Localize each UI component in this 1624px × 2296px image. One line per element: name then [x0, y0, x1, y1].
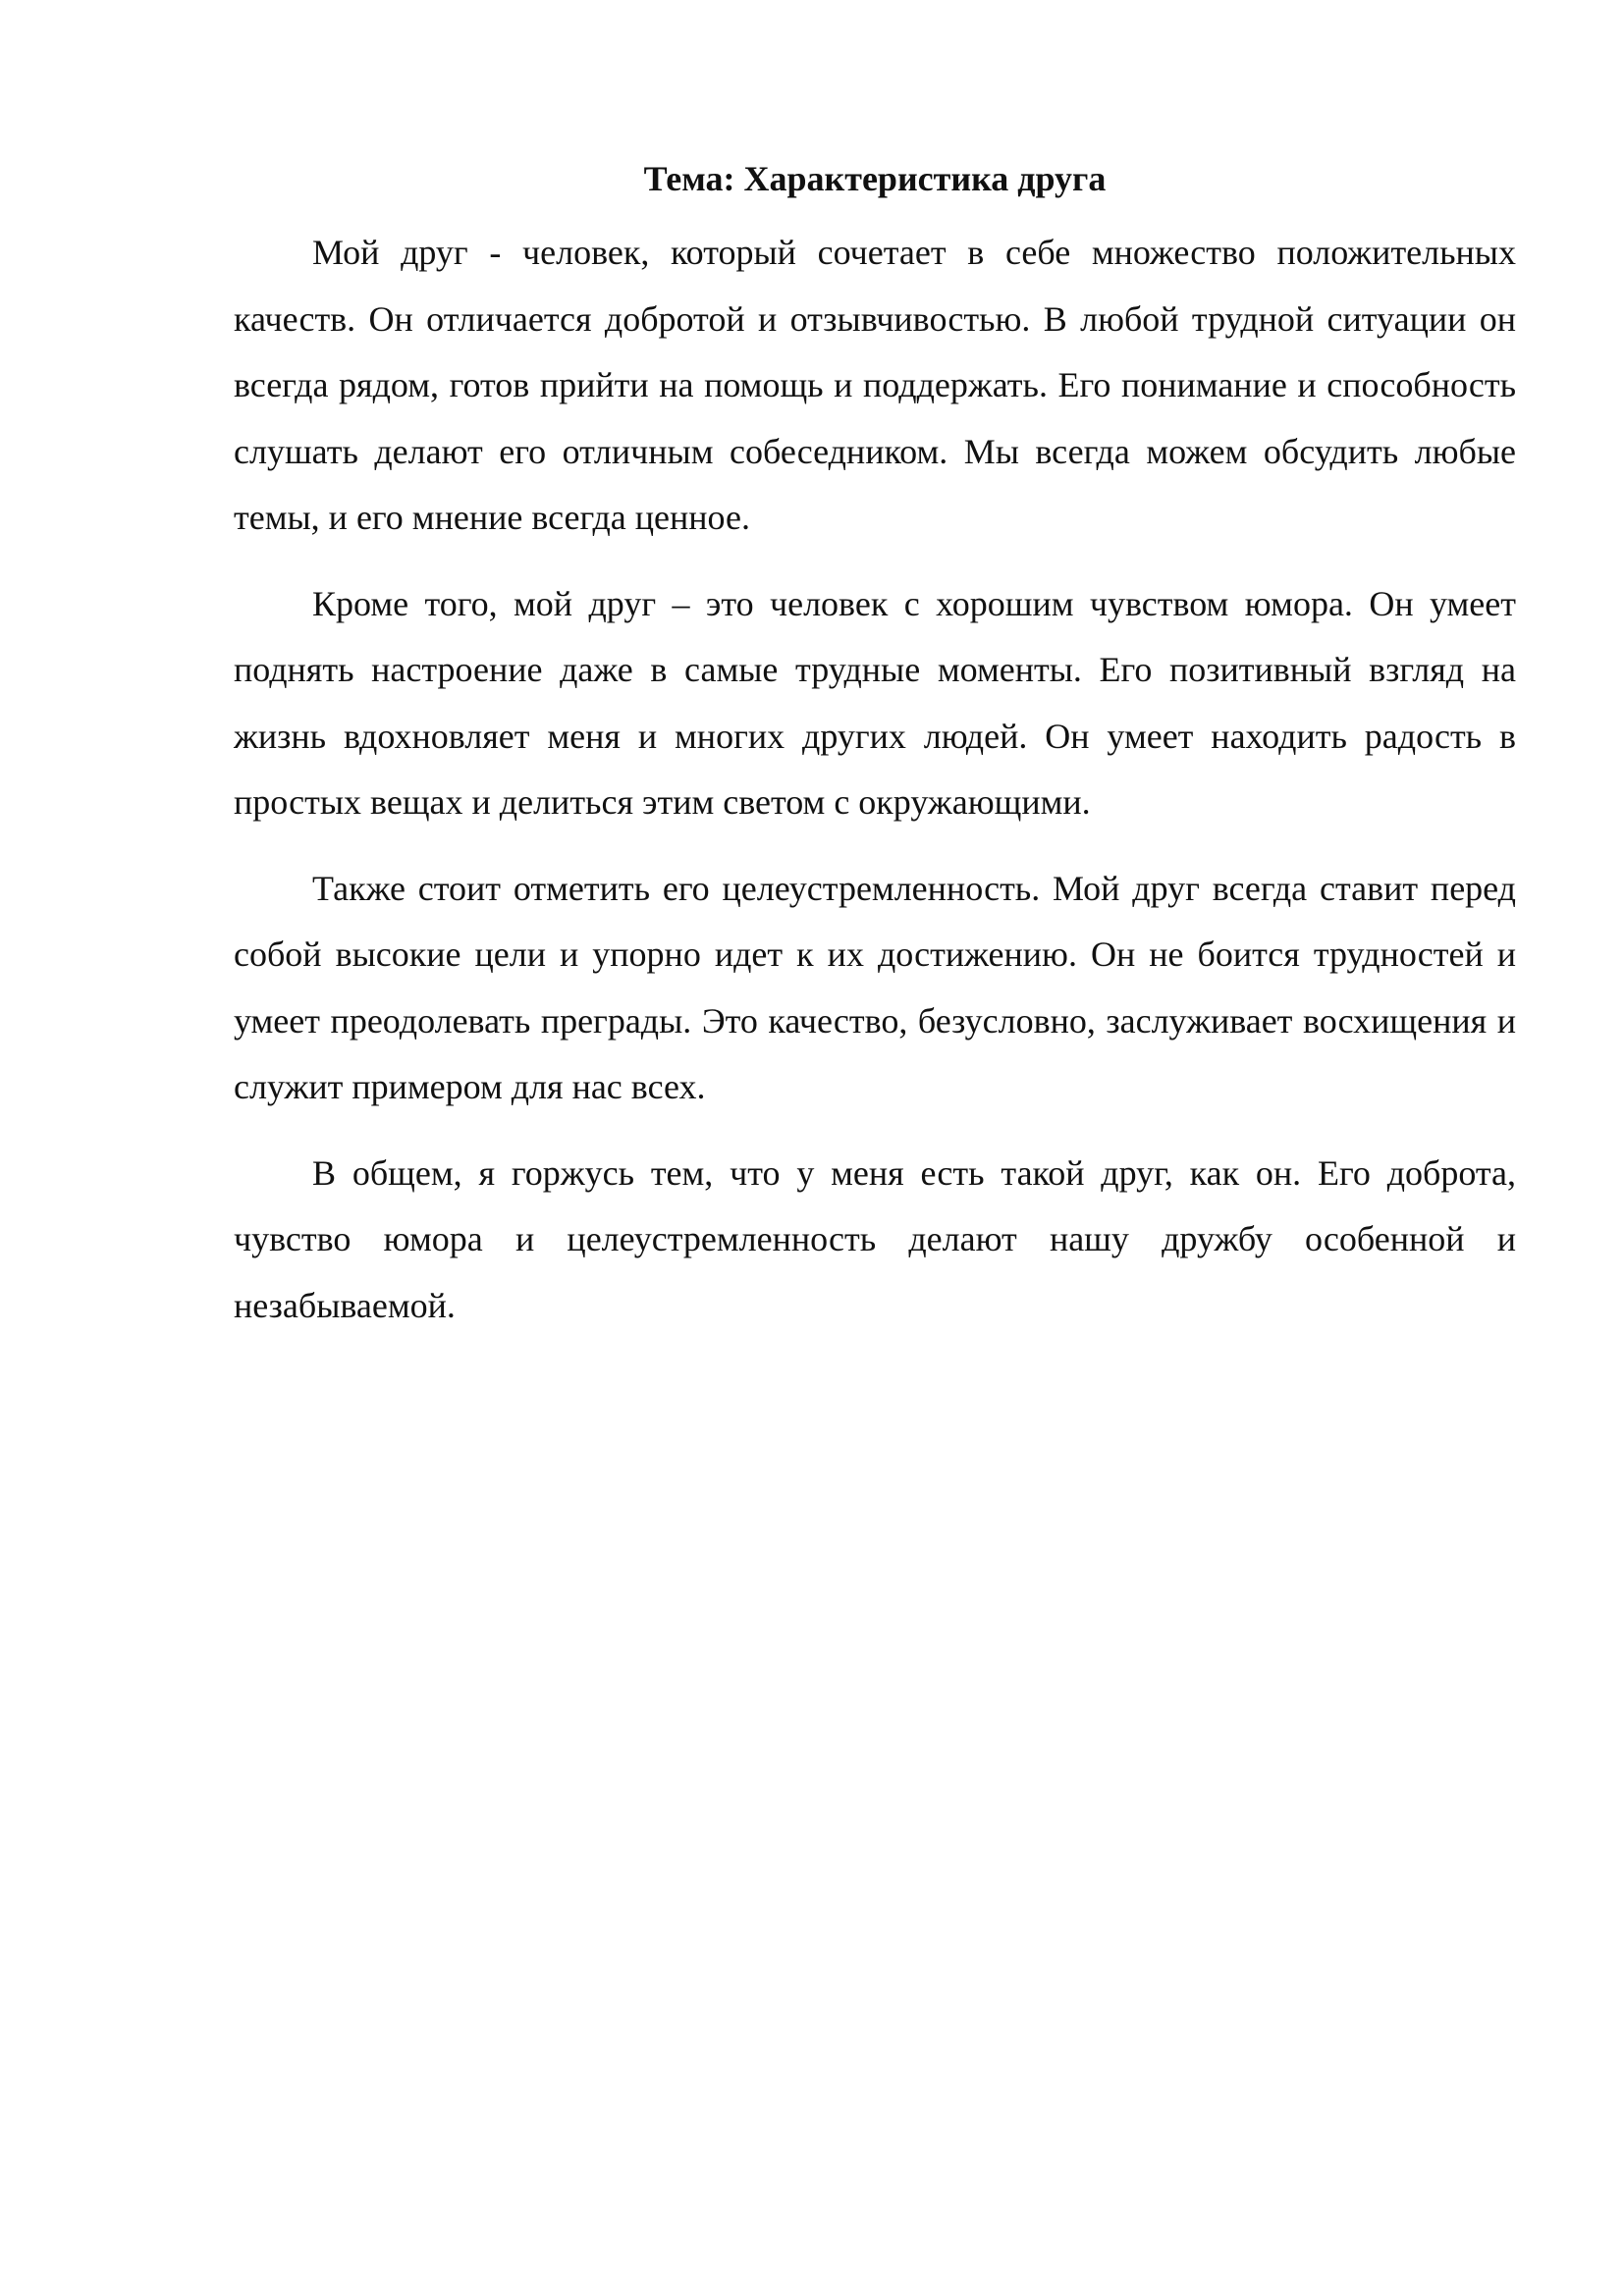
paragraph-2: Кроме того, мой друг – это человек с хорошим чувством юмора. Он умеет поднять настроение даже в самые трудные моменты. Его позитивный взгляд на жизнь вдохновляет меня и многих других людей. Он умеет находить радость в простых вещах и делиться этим светом с окружающими. — [234, 583, 1516, 822]
paragraph-1: Мой друг - человек, который сочетает в себе множество положительных качеств. Он отличается добротой и отзывчивостью. В любой трудной ситуации он всегда рядом, готов прийти на помощь и поддержать. Его понимание и способность слушать делают его отличным собеседником. Мы всегда можем обсудить любые темы, и его мнение всегда ценное. — [234, 233, 1516, 537]
paragraph-3: Также стоит отметить его целеустремленность. Мой друг всегда ставит перед собой высокие цели и упорно идет к их достижению. Он не боится трудностей и умеет преодолевать преграды. Это качество, безусловно, заслуживает восхищения и служит примером для нас всех. — [234, 868, 1516, 1106]
document-title: Тема: Характеристика друга — [643, 159, 1107, 198]
document-body — [234, 151, 1516, 1359]
paragraph-4: В общем, я горжусь тем, что у меня есть такой друг, как он. Его доброта, чувство юмора и целеустремленность делают нашу дружбу особенной и незабываемой. — [234, 1152, 1516, 1325]
